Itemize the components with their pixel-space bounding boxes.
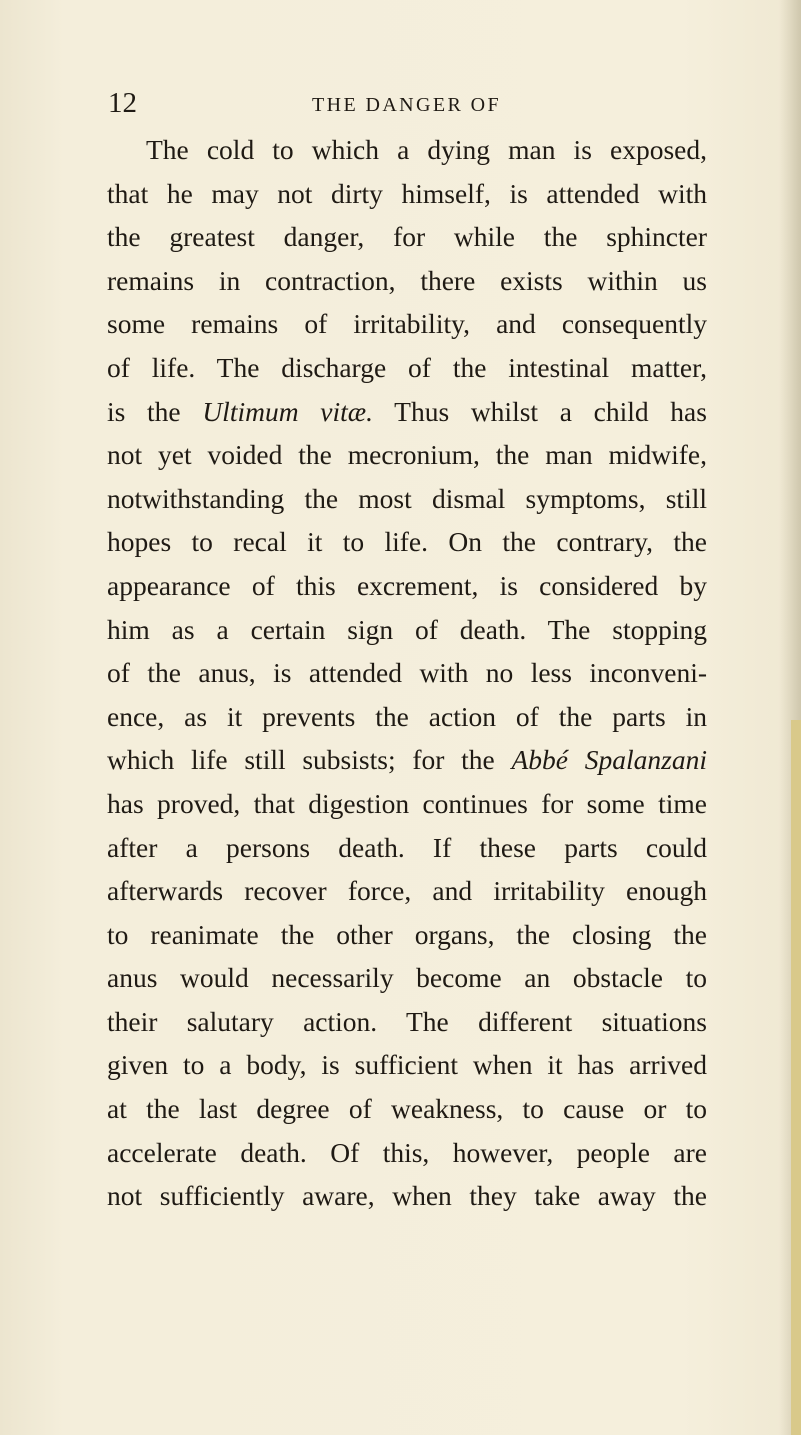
text-line: accelerate death. Of this, however, people are <box>107 1136 707 1168</box>
text-line: is the Ultimum vitæ. Thus whilst a child has <box>107 395 707 427</box>
text-line: after a persons death. If these parts could <box>107 831 707 863</box>
text-line: has proved, that digestion continues for some time <box>107 787 707 819</box>
text-line: their salutary action. The different situations <box>107 1005 707 1037</box>
text-line: remains in contraction, there exists within us <box>107 264 707 296</box>
text-line: to reanimate the other organs, the closing the <box>107 918 707 950</box>
text-line: notwithstanding the most dismal symptoms, still <box>107 482 707 514</box>
text-line: appearance of this excrement, is considered by <box>107 569 707 601</box>
text-line: that he may not dirty himself, is attended with <box>107 177 707 209</box>
text-line: of the anus, is attended with no less inconveni- <box>107 657 707 689</box>
text-line: anus would necessarily become an obstacle to <box>107 962 707 994</box>
italic-phrase: Abbé Spalanzani <box>511 744 707 776</box>
text-line: afterwards recover force, and irritability enough <box>107 875 707 907</box>
body-text <box>107 128 707 1218</box>
italic-phrase: Ultimum vitæ. <box>202 395 373 427</box>
running-title: THE DANGER OF <box>312 94 501 116</box>
page-number: 12 <box>108 87 137 119</box>
running-head <box>0 88 801 118</box>
text-line: at the last degree of weakness, to cause or to <box>107 1093 707 1125</box>
text-line: given to a body, is sufficient when it has arrived <box>107 1049 707 1081</box>
text-line: hopes to recal it to life. On the contrary, the <box>107 526 707 558</box>
text-line: ence, as it prevents the action of the parts in <box>107 700 707 732</box>
text-line: some remains of irritability, and consequently <box>107 308 707 340</box>
text-line: which life still subsists; for the Abbé Spalanzani <box>107 744 707 776</box>
text-line: not sufficiently aware, when they take away the <box>107 1180 707 1212</box>
text-line: the greatest danger, for while the sphincter <box>107 221 707 253</box>
text-line: not yet voided the mecronium, the man midwife, <box>107 439 707 471</box>
page-edge-strip <box>791 720 801 1435</box>
text-line: of life. The discharge of the intestinal matter, <box>107 351 707 383</box>
text-line: The cold to which a dying man is exposed, <box>146 134 707 165</box>
text-line: him as a certain sign of death. The stopping <box>107 613 707 645</box>
